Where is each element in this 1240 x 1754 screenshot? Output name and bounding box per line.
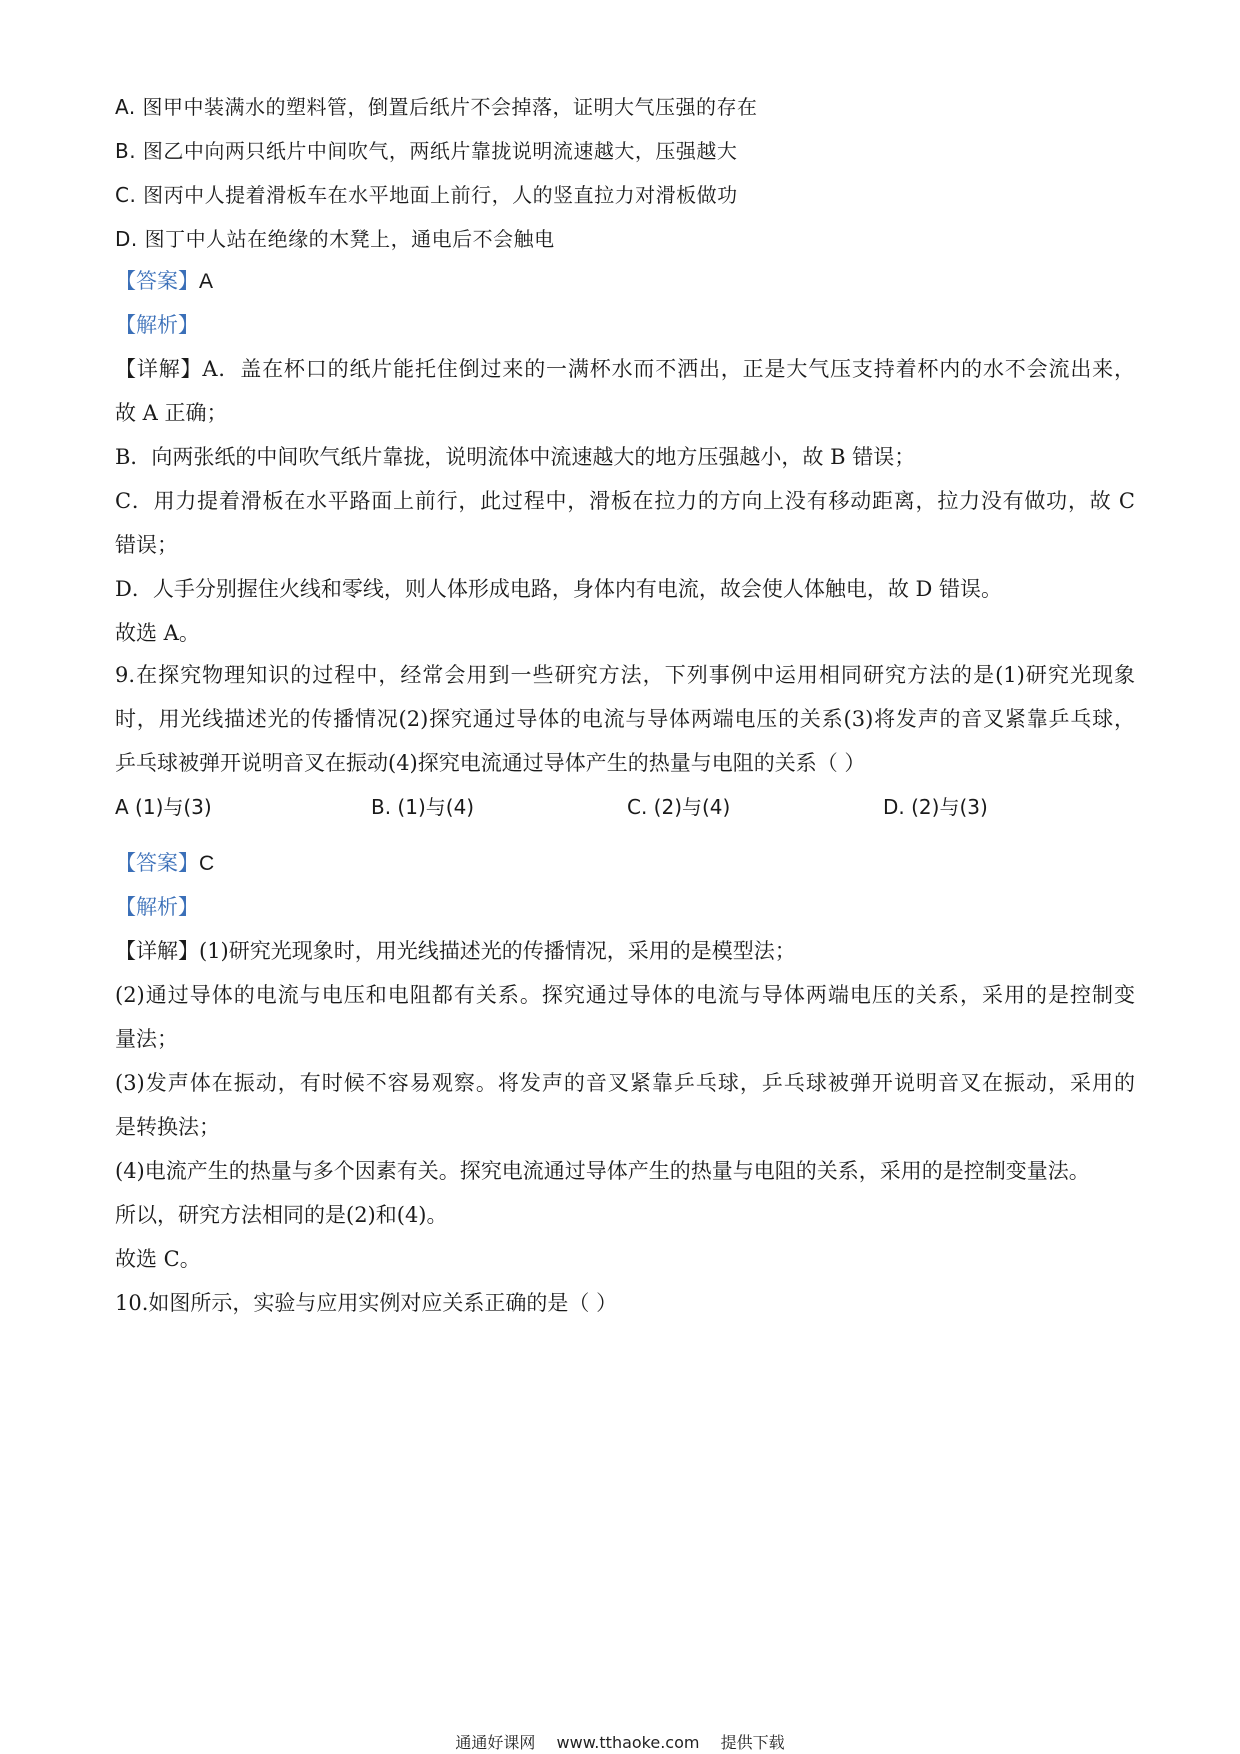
q10-stem: 10.如图所示，实验与应用实例对应关系正确的是（ ）: [115, 1291, 618, 1315]
q9-option-c: C. (2)与(4): [627, 795, 731, 819]
q8-detail-line-6: D．人手分别握住火线和零线，则人体形成电路，身体内有电流，故会使人体触电，故 D 错误。: [115, 577, 1003, 601]
q9-detail-line-4: (3)发声体在振动，有时候不容易观察。将发声的音叉紧靠乒乓球，乒乓球被弹开说明音叉在振动，采用的: [115, 1071, 1135, 1095]
answer-value: C: [199, 852, 215, 875]
q8-option-d: D. 图丁中人站在绝缘的木凳上，通电后不会触电: [115, 227, 555, 251]
q9-detail-line-7: 所以，研究方法相同的是(2)和(4)。: [115, 1203, 448, 1227]
q9-stem-line-3: 乒乓球被弹开说明音叉在振动(4)探究电流通过导体产生的热量与电阻的关系（ ）: [115, 751, 866, 775]
q9-detail-line-2: (2)通过导体的电流与电压和电阻都有关系。探究通过导体的电流与导体两端电压的关系，采用的是控制变: [115, 983, 1135, 1007]
q9-option-b: B. (1)与(4): [371, 795, 475, 819]
q9-detail-line-1: 【详解】(1)研究光现象时，用光线描述光的传播情况，采用的是模型法；: [115, 939, 796, 963]
page-footer: [0, 1730, 1240, 1753]
answer-tag: 【答案】: [115, 851, 199, 875]
q9-detail-line-8: 故选 C。: [115, 1247, 201, 1271]
q8-detail-line-2: 故 A 正确；: [115, 401, 228, 425]
detail-tag: 【详解】: [115, 357, 203, 381]
detail-tag: 【详解】: [115, 939, 199, 963]
q9-detail-line-3: 量法；: [115, 1027, 178, 1051]
q9-stem-line-2: 时，用光线描述光的传播情况(2)探究通过导体的电流与导体两端电压的关系(3)将发声的音叉紧靠乒乓球，: [115, 707, 1135, 731]
footer-site-name: 通通好课网: [455, 1733, 536, 1752]
answer-value: A: [199, 270, 214, 293]
q8-detail-line-4: C．用力提着滑板在水平路面上前行，此过程中，滑板在拉力的方向上没有移动距离，拉力没有做功，故 C: [115, 489, 1135, 513]
footer-url[interactable]: www.tthaoke.com: [556, 1733, 700, 1752]
q8-detail-line-7: 故选 A。: [115, 621, 200, 645]
q8-detail-line-1: 【详解】A．盖在杯口的纸片能托住倒过来的一满杯水而不洒出，正是大气压支持着杯内的水不会流出来，: [115, 357, 1136, 381]
q8-analysis-heading: [115, 310, 1135, 340]
q9-answer: [115, 848, 1135, 879]
q8-detail-line-3: B．向两张纸的中间吹气纸片靠拢，说明流体中流速越大的地方压强越小，故 B 错误；: [115, 445, 916, 469]
q9-option-a: A (1)与(3): [115, 795, 212, 819]
q9-analysis-heading: [115, 892, 1135, 922]
q9-detail-line-6: (4)电流产生的热量与多个因素有关。探究电流通过导体产生的热量与电阻的关系，采用的是控制变量法。: [115, 1159, 1090, 1183]
q9-detail-line-5: 是转换法；: [115, 1115, 220, 1139]
q8-option-a: A. 图甲中装满水的塑料管，倒置后纸片不会掉落，证明大气压强的存在: [115, 95, 758, 119]
q8-option-c: C. 图丙中人提着滑板车在水平地面上前行，人的竖直拉力对滑板做功: [115, 183, 738, 207]
q9-stem-line-1: 9.在探究物理知识的过程中，经常会用到一些研究方法，下列事例中运用相同研究方法的是(1)研究光现象: [115, 663, 1135, 687]
q9-option-d: D. (2)与(3): [883, 795, 988, 819]
q8-answer: [115, 266, 1135, 297]
q8-detail-line-5: 错误；: [115, 533, 178, 557]
q8-option-b: B. 图乙中向两只纸片中间吹气，两纸片靠拢说明流速越大，压强越大: [115, 139, 738, 163]
footer-note: 提供下载: [720, 1733, 785, 1752]
analysis-tag: 【解析】: [115, 313, 199, 337]
answer-tag: 【答案】: [115, 269, 199, 293]
q9-options: [115, 792, 1135, 822]
analysis-tag: 【解析】: [115, 895, 199, 919]
